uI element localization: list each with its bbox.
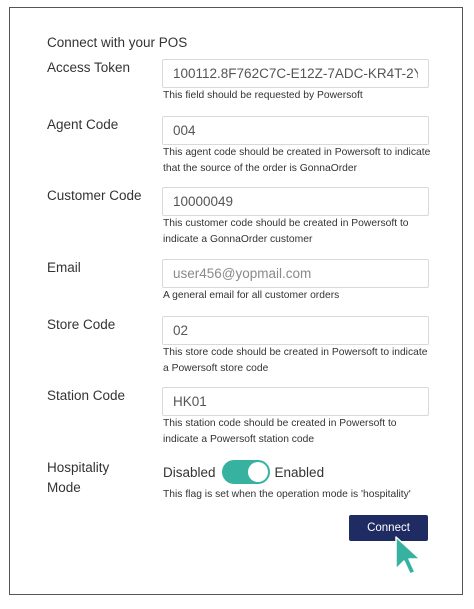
agent-code-label: Agent Code — [47, 117, 119, 132]
agent-code-input[interactable] — [162, 116, 429, 145]
hospitality-mode-toggle[interactable] — [222, 460, 270, 484]
station-code-help: This station code should be created in Powersoft to indicate a Powersoft station code — [163, 418, 397, 445]
store-code-input[interactable] — [162, 316, 429, 345]
email-input[interactable] — [162, 259, 429, 288]
connect-button[interactable]: Connect — [349, 515, 428, 541]
store-code-label: Store Code — [47, 317, 116, 332]
toggle-disabled-label: Disabled — [163, 464, 216, 480]
form-heading: Connect with your POS — [47, 35, 188, 50]
toggle-knob — [248, 462, 268, 482]
email-help: A general email for all customer orders — [163, 290, 340, 301]
access-token-help: This field should be requested by Powersoft — [163, 90, 363, 101]
agent-code-help: This agent code should be created in Powersoft to indicate that the source of the order is GonnaOrder — [163, 147, 431, 174]
hospitality-mode-label-line1: Hospitality — [47, 460, 110, 475]
hospitality-mode-label — [47, 458, 109, 498]
store-code-help: This store code should be created in Powersoft to indicate a Powersoft store code — [163, 347, 428, 374]
customer-code-input[interactable] — [162, 187, 429, 216]
access-token-label: Access Token — [47, 60, 131, 75]
customer-code-help: This customer code should be created in Powersoft to indicate a GonnaOrder customer — [163, 218, 409, 245]
email-label: Email — [47, 260, 81, 275]
toggle-enabled-label: Enabled — [274, 464, 325, 480]
hospitality-mode-help: This flag is set when the operation mode is 'hospitality' — [163, 489, 411, 500]
hospitality-mode-toggle-group — [163, 460, 324, 484]
station-code-input[interactable] — [162, 387, 429, 416]
access-token-input[interactable] — [162, 59, 429, 88]
customer-code-label: Customer Code — [47, 188, 142, 203]
hospitality-mode-label-line2: Mode — [47, 480, 81, 495]
station-code-label: Station Code — [47, 388, 126, 403]
